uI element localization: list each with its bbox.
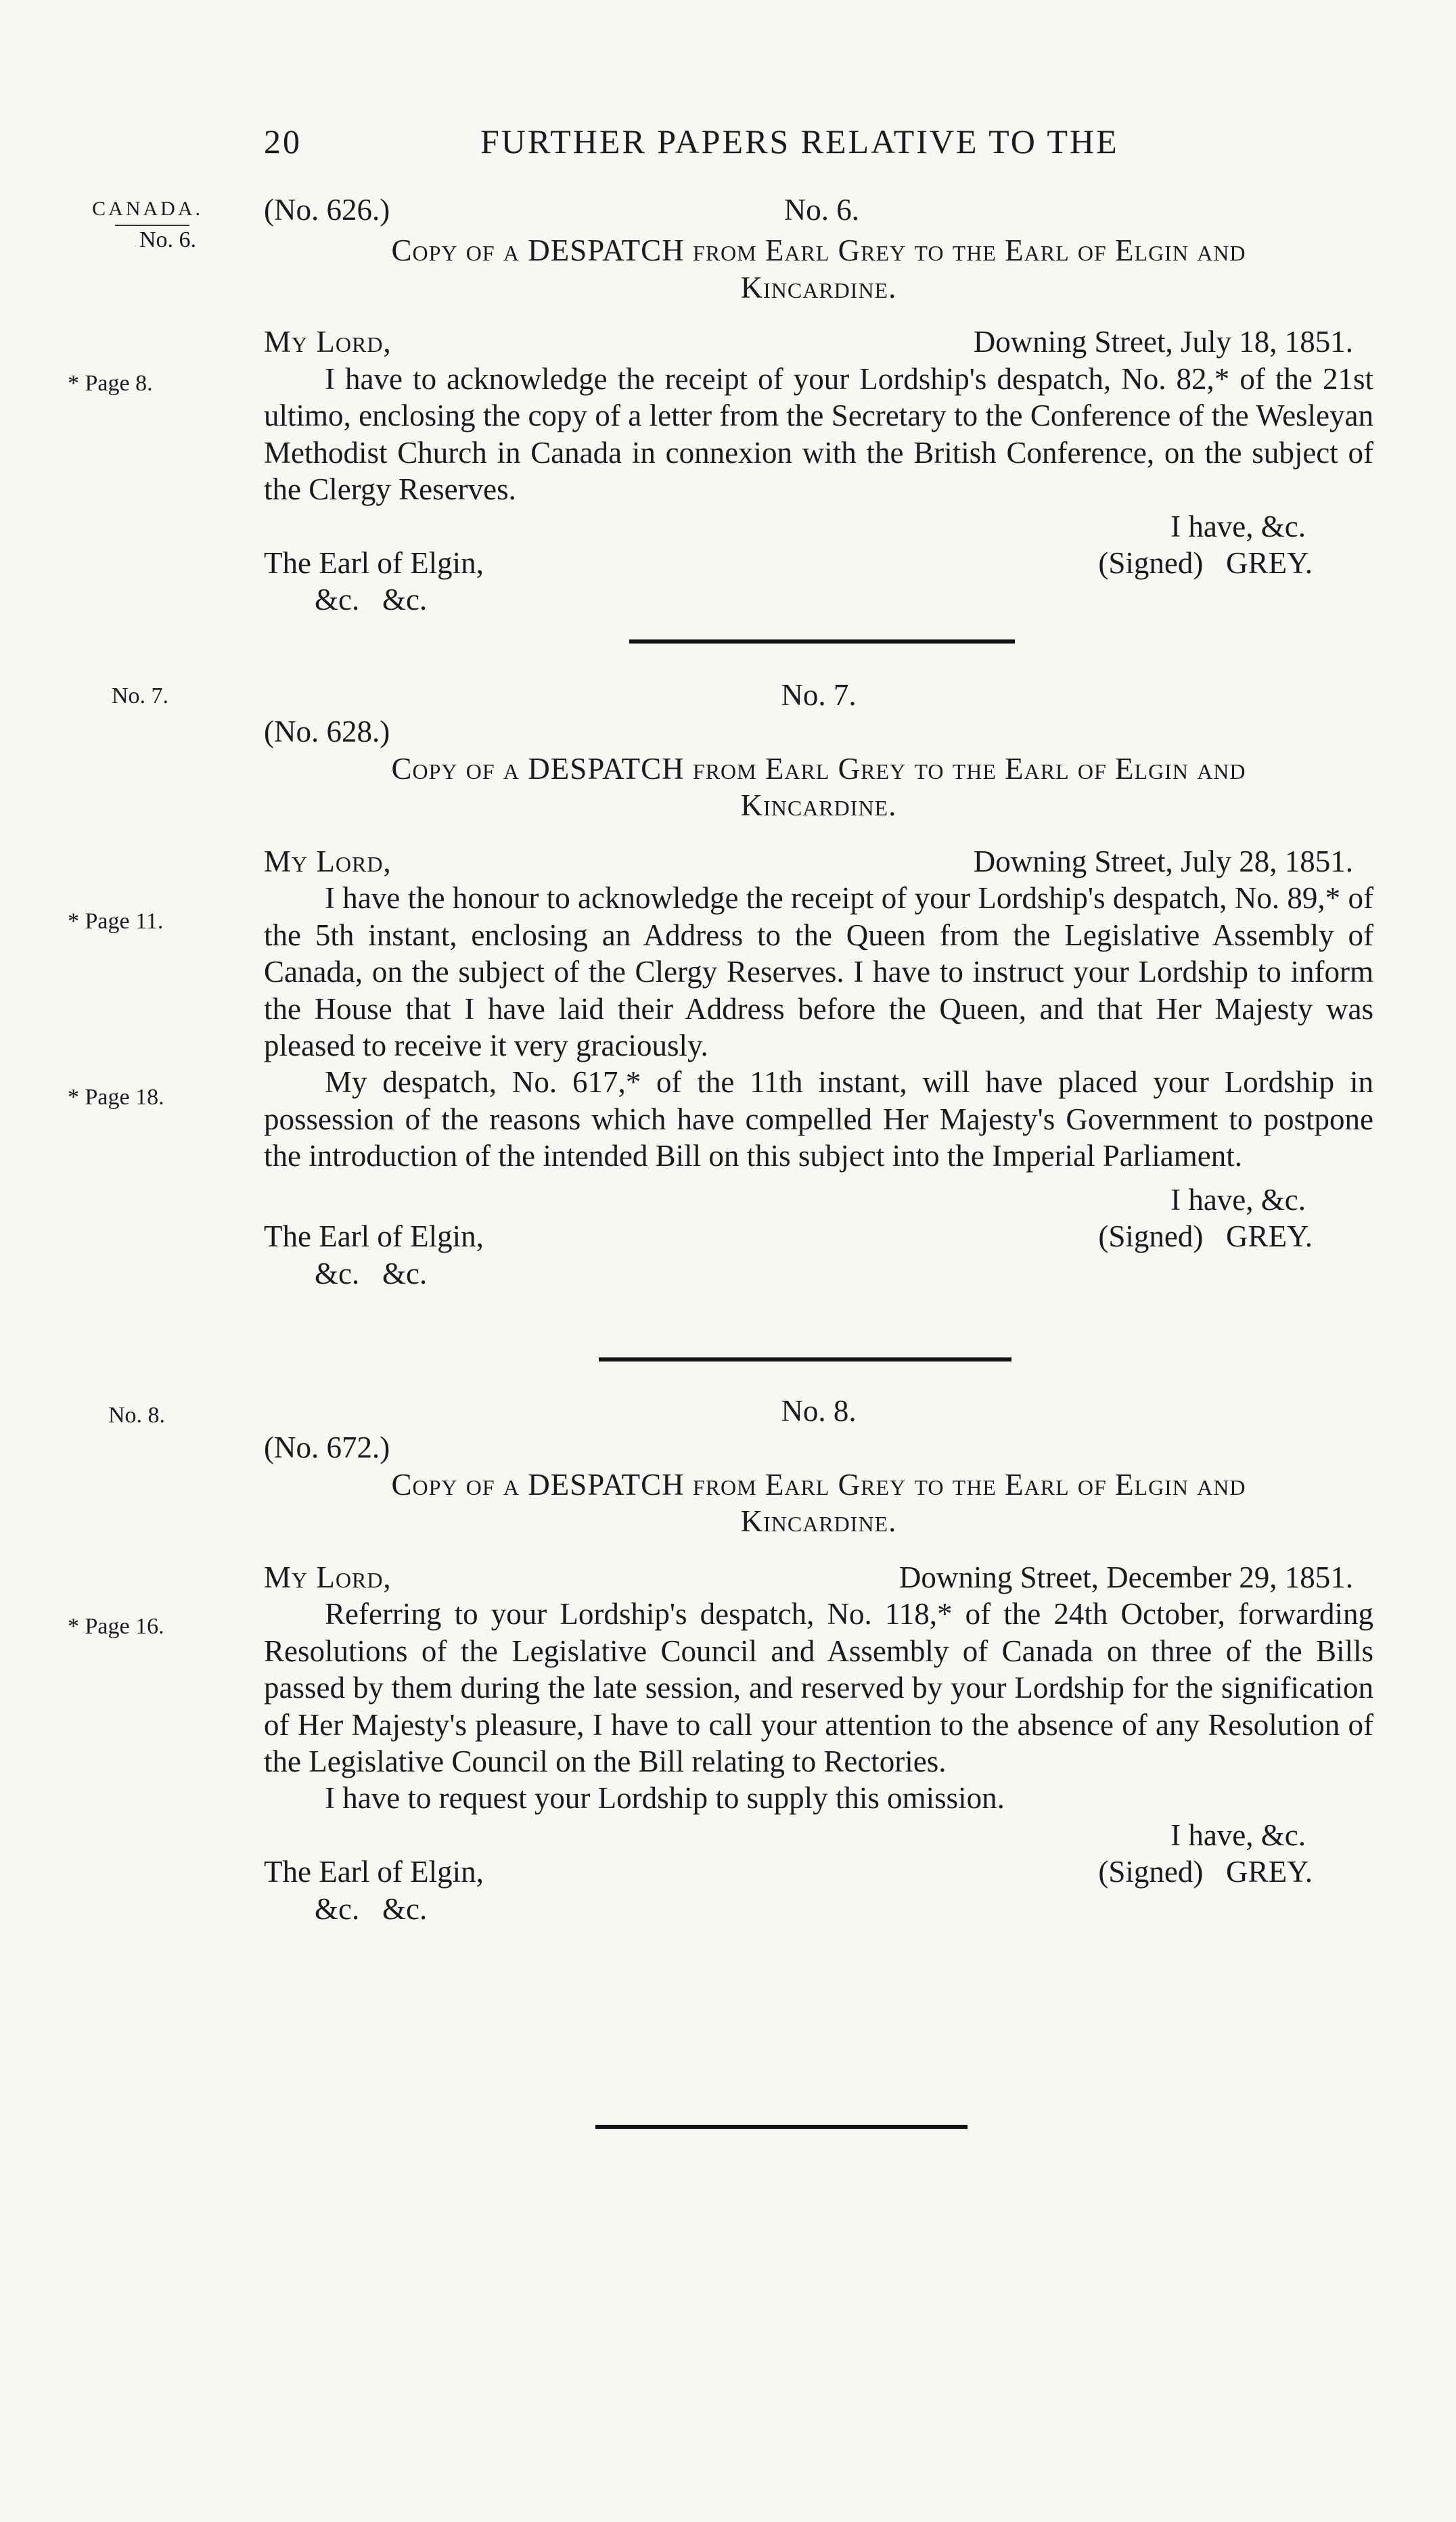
signed: (Signed) GREY. [1098, 1219, 1313, 1254]
despatch-heading [264, 232, 1373, 269]
salutation: My Lord, [264, 325, 392, 359]
etc: &c. &c. [315, 583, 428, 617]
despatch-ref: (No. 626.) [264, 193, 390, 227]
salutation-row [264, 843, 1373, 880]
despatch-number: No. 8. [781, 1394, 857, 1428]
etc: &c. &c. [315, 1891, 428, 1926]
margin-page11-text: * Page 11. [68, 909, 164, 934]
margin-no7 [112, 683, 267, 709]
paragraph: My despatch, No. 617,* of the 11th instant, will have placed your Lordship in possession of the reasons which have compelled Her Majesty's Government to postpone the introduction of the intended Bill on this subject into the Imperial Parliament. [264, 1065, 1373, 1173]
running-title: FURTHER PAPERS RELATIVE TO THE [480, 122, 1119, 160]
addressee: The Earl of Elgin, [264, 545, 484, 580]
signature-line [264, 1853, 1373, 1890]
despatch-number: No. 6. [783, 193, 859, 227]
despatch-no7 [264, 677, 1373, 1292]
margin-page16 [68, 1614, 223, 1640]
paragraph: Referring to your Lordship's despatch, No. 118,* of the 24th October, forwarding Resolutions of the Legislative Council and Assembly of Canada on three of the Bills passed by them during the late session, and reserved by your Lordship for the signification of Her Majesty's pleasure, I have to call your attention to the absence of any Resolution of the Legislative Council on the Bill relating to Rectories. [264, 1597, 1373, 1778]
despatch-heading-line1: Copy of a DESPATCH from Earl Grey to the Earl of Elgin and [391, 233, 1246, 268]
signature-line [264, 1218, 1373, 1255]
despatch-heading-line2: Kincardine. [740, 1504, 897, 1539]
despatch-ref-row [264, 192, 859, 228]
place-date: Downing Street, July 28, 1851. [973, 844, 1353, 878]
margin-page8 [68, 371, 223, 397]
despatch-heading [264, 1466, 1373, 1503]
margin-page18 [68, 1085, 223, 1110]
place-date: Downing Street, December 29, 1851. [898, 1560, 1353, 1594]
addressee: The Earl of Elgin, [264, 1219, 484, 1254]
margin-no7-text: No. 7. [112, 683, 169, 708]
margin-country: CANADA. [92, 198, 203, 220]
running-header [264, 122, 1380, 176]
closing: I have, &c. [1170, 1182, 1306, 1217]
closing: I have, &c. [1170, 1818, 1306, 1852]
despatch-no8 [264, 1393, 1373, 1927]
despatch-heading-line1: Copy of a DESPATCH from Earl Grey to the Earl of Elgin and [391, 1467, 1246, 1502]
salutation: My Lord, [264, 1560, 392, 1594]
paragraph: I have the honour to acknowledge the receipt of your Lordship's despatch, No. 89,* of the 5th instant, enclosing an Address to the Queen from the Legislative Assembly of Canada, on the subject of the Clergy Reserves. I have to instruct your Lordship to inform the House that I have laid their Address before the Queen, and that Her Majesty was pleased to receive it very graciously. [264, 881, 1373, 1062]
salutation-row [264, 323, 1373, 360]
signature-line [264, 545, 1373, 581]
margin-no6: No. 6. [139, 227, 196, 252]
margin-no8-text: No. 8. [108, 1403, 166, 1428]
signed: (Signed) GREY. [1098, 1855, 1313, 1889]
despatch-number: No. 7. [781, 678, 857, 712]
margin-page11 [68, 909, 223, 935]
end-rule [595, 2125, 968, 2129]
salutation-row [264, 1559, 1373, 1596]
section-rule [629, 639, 1015, 644]
despatch-ref: (No. 628.) [264, 715, 390, 749]
despatch-heading [264, 750, 1373, 787]
place-date: Downing Street, July 18, 1851. [973, 325, 1353, 359]
despatch-no6 [264, 192, 1373, 618]
section-rule [599, 1357, 1011, 1361]
margin-no8 [108, 1403, 264, 1428]
addressee: The Earl of Elgin, [264, 1855, 484, 1889]
margin-rule [115, 225, 189, 226]
margin-page18-text: * Page 18. [68, 1085, 164, 1110]
despatch-ref: (No. 672.) [264, 1431, 390, 1465]
paragraph: I have to acknowledge the receipt of your Lordship's despatch, No. 82,* of the 21st ultimo, enclosing the copy of a letter from the Secretary to the Conference of the Wesleyan Methodist Church in Canada in connexion with the British Conference, on the subject of the Clergy Reserves. [264, 361, 1373, 507]
margin-page8-text: * Page 8. [68, 371, 153, 396]
margin-country-note [68, 198, 223, 253]
page-number: 20 [264, 122, 302, 160]
margin-page16-text: * Page 16. [68, 1614, 164, 1639]
paragraph: I have to request your Lordship to supply this omission. [325, 1781, 1005, 1816]
despatch-heading-line1: Copy of a DESPATCH from Earl Grey to the Earl of Elgin and [391, 751, 1246, 786]
despatch-heading-line2: Kincardine. [740, 270, 897, 305]
despatch-heading-line2: Kincardine. [740, 788, 897, 823]
etc: &c. &c. [315, 1256, 428, 1290]
salutation: My Lord, [264, 844, 392, 878]
signed: (Signed) GREY. [1098, 545, 1313, 580]
closing: I have, &c. [1170, 509, 1306, 543]
